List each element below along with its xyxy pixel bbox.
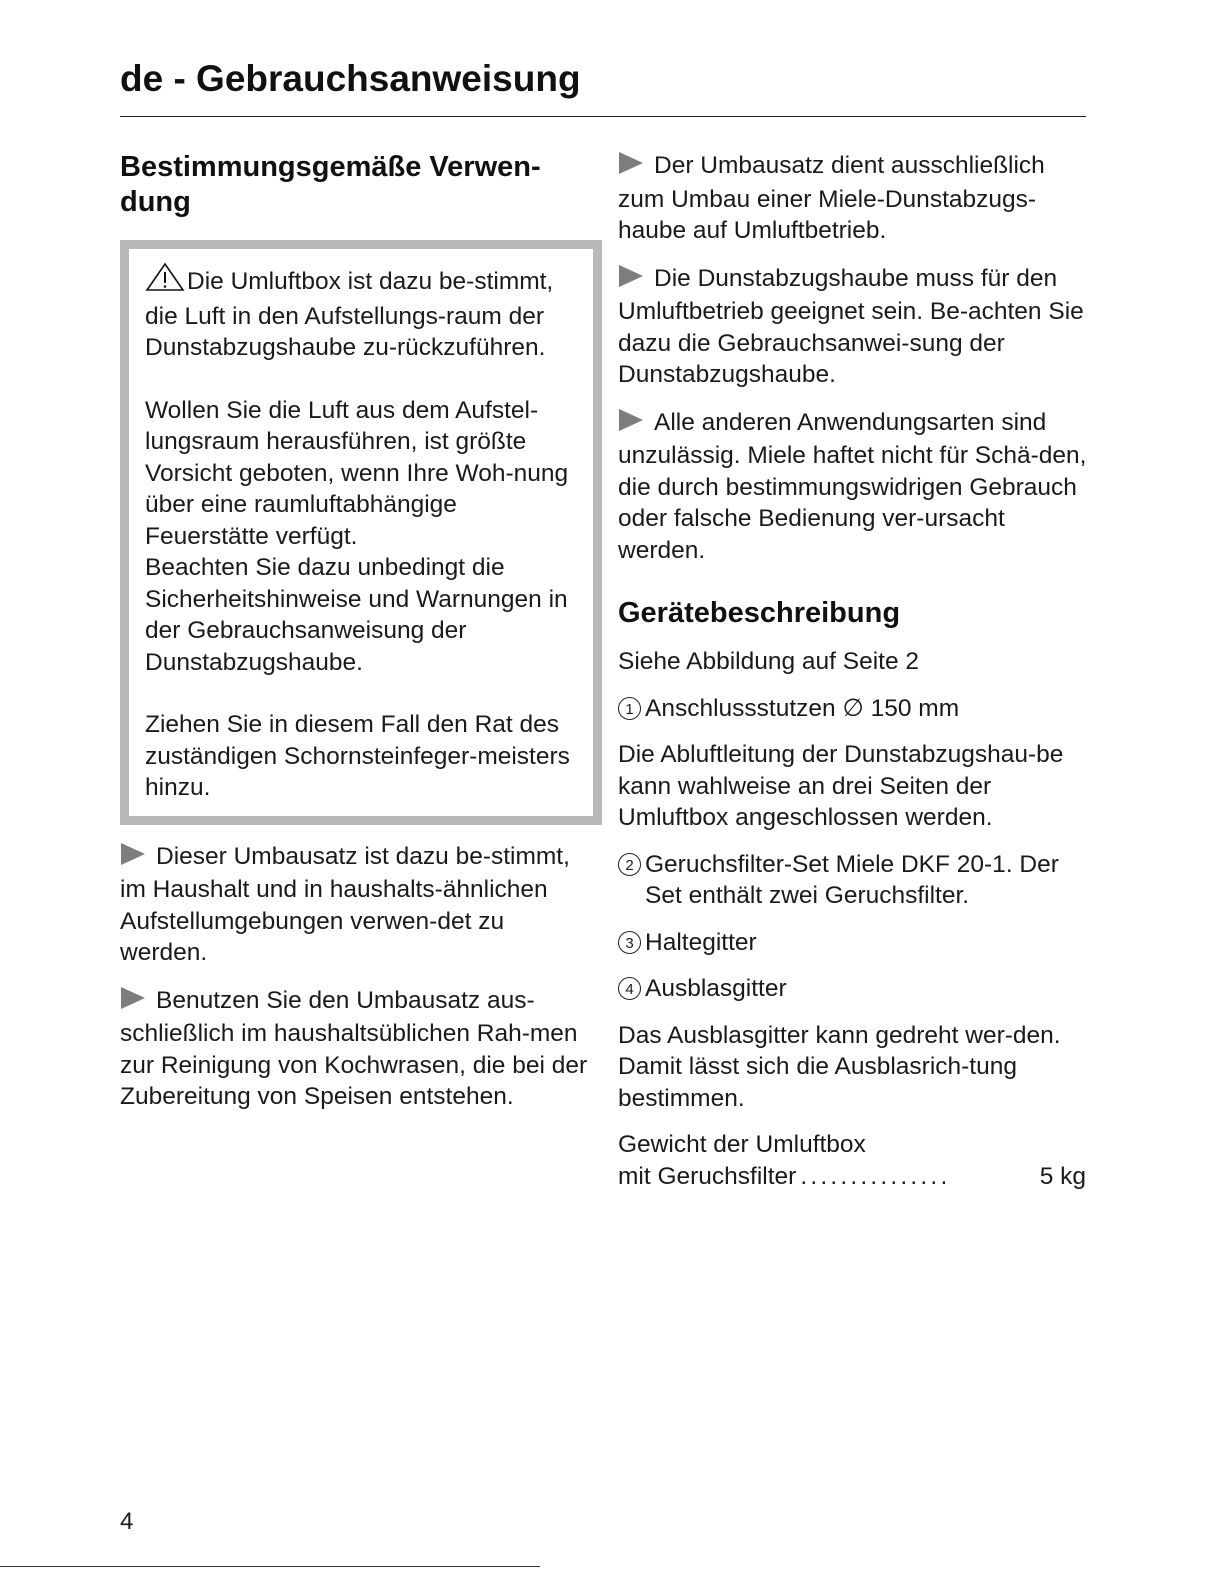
left-column (120, 150, 588, 1113)
weight-label-line-2: mit Geruchsfilter ............... 5 kg (618, 1161, 1086, 1193)
bullet-other-uses: Alle anderen Anwendungsarten sind unzulässig. Miele haftet nicht für Schä-den, die durch bestimmungswidrigen Gebrauch oder falsche Bedienung ver-ursacht werden. (618, 408, 1087, 564)
grille-rotation-text: Das Ausblasgitter kann gedreht wer-den. Damit lässt sich die Ausblasrich-tung bestimmen. (618, 1021, 1061, 1112)
warning-box (120, 240, 602, 825)
bullet-cooking-fumes: Benutzen Sie den Umbausatz aus-schließlich im haushaltsüblichen Rah-men zur Reinigung von Kochwrasen, die bei der Zubereitung von Speisen entstehen. (120, 986, 588, 1110)
warning-paragraph-1: Die Umluftbox ist dazu be-stimmt, die Luft in den Aufstellungs-raum der Dunstabzugshaube zu-rückzuführen. (145, 262, 577, 364)
list-item: 4 Ausblasgitter (618, 973, 1088, 1005)
warning-paragraph-3: Ziehen Sie in diesem Fall den Rat des zuständigen Schornsteinfeger-meisters hinzu. (145, 711, 570, 801)
number-3-badge: 3 (618, 931, 641, 954)
heading-line-1: Bestimmungsgemäße Verwen- (120, 151, 541, 183)
heading-line-2: dung (120, 186, 191, 218)
list-item: 2 Geruchsfilter-Set Miele DKF 20-1. Der Set enthält zwei Geruchsfilter. (618, 849, 1088, 912)
number-2-badge: 2 (618, 853, 641, 876)
weight-label-line-1: Gewicht der Umluftbox (618, 1131, 866, 1158)
list-item: 1 Anschlussstutzen ∅ 150 mm (618, 693, 1088, 725)
title-divider (120, 116, 1086, 117)
bottom-divider (0, 1566, 540, 1567)
weight-spec (618, 1129, 1088, 1192)
bullet-conversion-only: Der Umbausatz dient ausschließlich zum Umbau einer Miele-Dunstabzugs-haube auf Umluftbetrieb. (618, 152, 1045, 244)
triangle-bullet-icon (120, 986, 146, 1019)
warning-triangle-icon (145, 262, 185, 301)
triangle-bullet-icon (618, 408, 644, 441)
number-4-badge: 4 (618, 977, 641, 1000)
section-heading-device-description: Gerätebeschreibung (618, 597, 901, 629)
page-number: 4 (120, 1508, 134, 1535)
weight-value: 5 kg (1039, 1162, 1086, 1190)
triangle-bullet-icon (618, 264, 644, 297)
page-title: de - Gebrauchsanweisung (120, 58, 581, 99)
triangle-bullet-icon (618, 151, 644, 184)
bullet-household-use: Dieser Umbausatz ist dazu be-stimmt, im Haushalt und in haushalts-ähnlichen Aufstellumgebungen verwen-det zu werden. (120, 842, 570, 966)
number-1-badge: 1 (618, 697, 641, 720)
section-heading-intended-use (120, 150, 588, 220)
right-column (618, 150, 1088, 1192)
triangle-bullet-icon (120, 842, 146, 875)
list-item: 3 Haltegitter (618, 927, 1088, 959)
bullet-hood-suitable: Die Dunstabzugshaube muss für den Umluftbetrieb geeignet sein. Be-achten Sie dazu die Gebrauchsanwei-sung der Dunstabzugshaube. (618, 264, 1084, 388)
leader-dots: ............... (800, 1162, 951, 1190)
see-figure-note: Siehe Abbildung auf Seite 2 (618, 648, 920, 675)
warning-paragraph-2: Wollen Sie die Luft aus dem Aufstel-lungsraum herausführen, ist größte Vorsicht geboten, wenn Ihre Woh-nung über eine raumluftabhängige Feuerstätte verfügt. Beachten Sie dazu unbedingt die Sicherheitshinweise und Warnungen in der Gebrauchsanweisung der Dunstabzugshaube. (145, 396, 569, 676)
exhaust-connection-text: Die Abluftleitung der Dunstabzugshau-be kann wahlweise an drei Seiten der Umluftbox angeschlossen werden. (618, 741, 1064, 831)
